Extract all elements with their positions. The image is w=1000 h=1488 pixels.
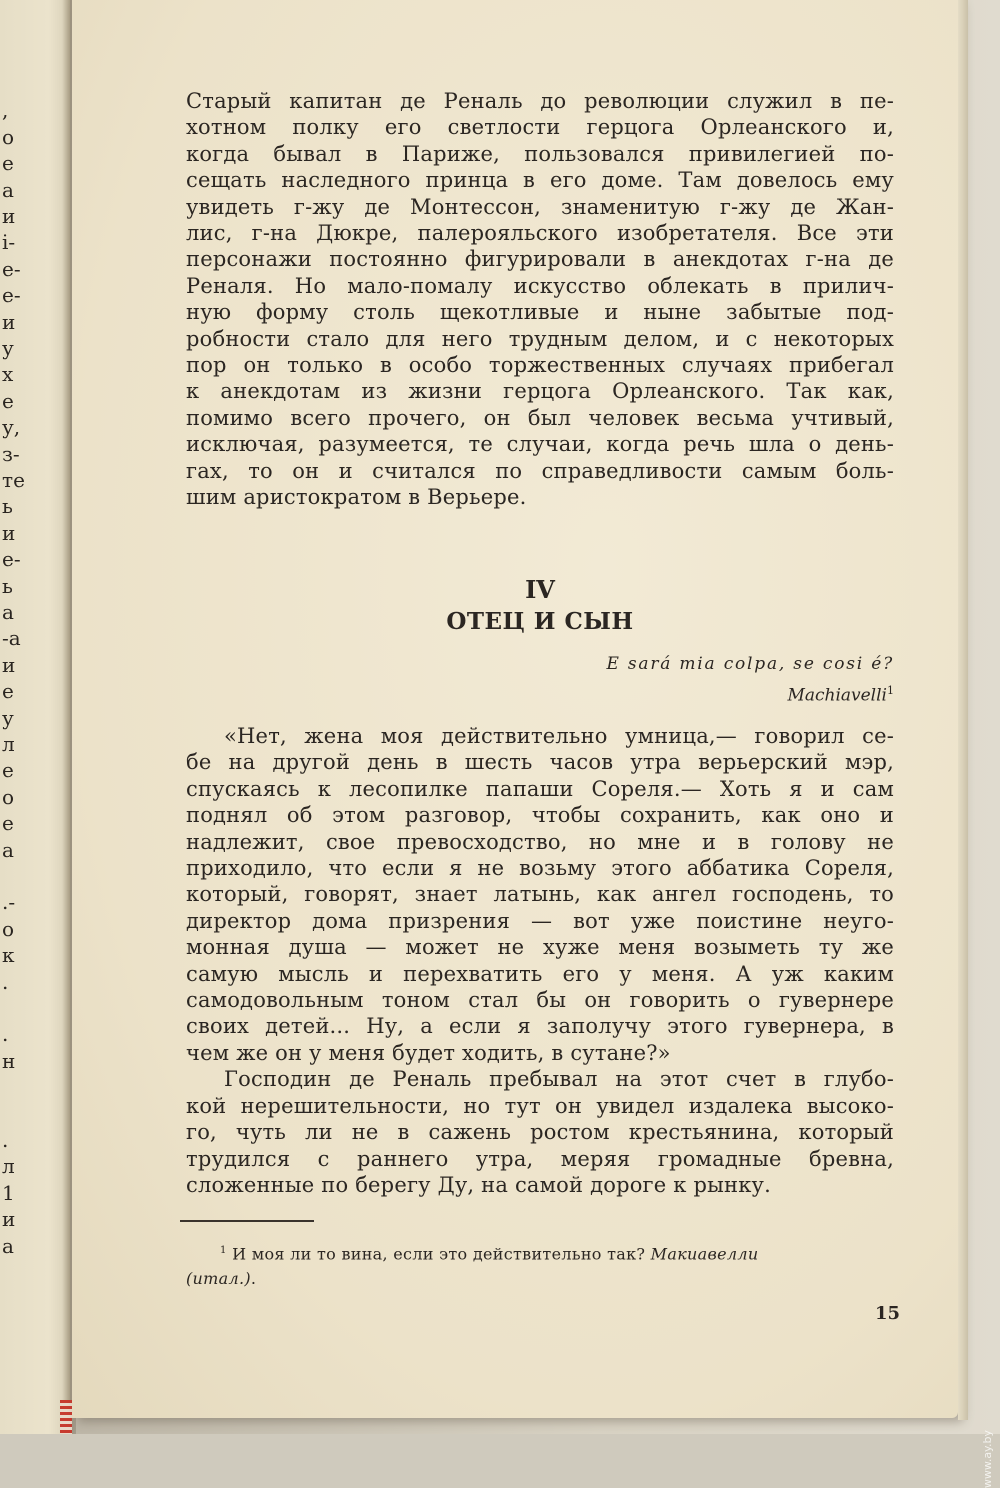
text-line: бе на другой день в шесть часов утра верьерский мэр, (186, 750, 894, 775)
text-line: чем же он у меня будет ходить, в сутане?» (186, 1040, 671, 1065)
margin-fragment: е (2, 388, 14, 413)
margin-fragment: а (2, 1233, 14, 1258)
margin-fragment: .- (2, 890, 16, 915)
text-line: исключая, разумеется, те случаи, когда речь шла о день- (186, 432, 894, 457)
margin-fragment: х (2, 362, 14, 387)
margin-fragment: у (2, 336, 14, 360)
text-line: «Нет, жена моя действительно умница,— говорил се- (224, 724, 894, 748)
text-line: когда бывал в Париже, пользовался привилегией по- (186, 141, 894, 166)
margin-fragment: и (2, 309, 16, 334)
margin-fragment: , (2, 98, 9, 123)
margin-fragment: к (2, 943, 15, 968)
margin-fragment: . (2, 1128, 9, 1152)
margin-fragment: у (2, 705, 14, 730)
epigraph-note-mark: 1 (887, 684, 894, 697)
text-line: хотном полку его светлости герцога Орлеанского и, (186, 115, 894, 140)
margin-fragment: и (2, 1207, 16, 1232)
margin-fragment: у, (2, 415, 21, 440)
footnote-line-2 (186, 1266, 894, 1291)
margin-fragment: е (2, 811, 14, 836)
chapter-title: ОТЕЦ И СЫН (446, 608, 634, 635)
margin-fragment: . (2, 1022, 9, 1047)
paragraph-top (186, 88, 894, 511)
margin-fragment: е- (2, 283, 21, 308)
text-line: Старый капитан де Реналь до революции служил в пе- (186, 89, 894, 113)
epigraph-author (606, 678, 894, 709)
page-edge (958, 0, 968, 1420)
text-line: надлежит, свое превосходство, но мне и в голову не (186, 829, 894, 854)
epigraph-author-name: Machiavelli (787, 685, 887, 706)
text-line: пор он только в особо торжественных случаях прибегал (186, 353, 894, 378)
text-line: Господин де Реналь пребывал на этот счет в глубо- (224, 1067, 894, 1092)
margin-fragment: н (2, 1048, 16, 1073)
footnote-mark: 1 (220, 1245, 227, 1256)
epigraph (606, 650, 894, 709)
text-line: своих детей... Ну, а если я заполучу этого гувернера, в (186, 1014, 894, 1039)
text-line: гах, то он и считался по справедливости самым боль- (186, 458, 894, 483)
margin-fragment: ь (2, 494, 13, 519)
margin-fragment: о (2, 916, 15, 941)
left-page-edge (0, 0, 70, 1434)
text-line: Реналя. Но мало-помалу искусство облекать в прилич- (186, 273, 894, 298)
text-line: который, говорят, знает латынь, как ангел господень, то (186, 882, 894, 907)
margin-fragment: е (2, 758, 14, 783)
margin-fragment: о (2, 784, 15, 809)
text-line: спускаясь к лесопилке папаши Сореля.— Хоть я и сам (186, 776, 894, 801)
margin-fragment: и (2, 520, 16, 545)
text-line: кой нерешительности, но тут он увидел издалека высоко- (186, 1093, 894, 1118)
margin-fragment: з- (2, 441, 20, 466)
text-line: робности стало для него трудным делом, и с некоторых (186, 326, 894, 351)
margin-fragment: е- (2, 256, 21, 281)
text-line: го, чуть ли не в сажень ростом крестьянина, который (186, 1120, 894, 1145)
footnote-line-1 (186, 1238, 894, 1266)
text-line: самодовольным тоном стал бы он говорить о гувернере (186, 988, 894, 1013)
margin-fragment: е (2, 679, 14, 704)
text-line: шим аристократом в Верьере. (186, 485, 527, 510)
text-line: сещать наследного принца в его доме. Там довелось ему (186, 168, 894, 193)
footnote-text: И моя ли то вина, если это действительно так? (232, 1244, 651, 1264)
margin-fragment: 1 (2, 1180, 15, 1205)
margin-fragment: е- (2, 547, 21, 572)
footnote-lang: (итал.) (186, 1269, 251, 1289)
footnote-rule (180, 1220, 314, 1222)
text-line: ную форму столь щекотливые и ныне забытые под- (186, 300, 894, 325)
margin-fragment: л (2, 732, 15, 756)
text-line: увидеть г-жу де Монтессон, знаменитую г-жу де Жан- (186, 194, 894, 219)
margin-fragment: о (2, 124, 15, 149)
text-line: приходило, что если я не возьму этого аббатика Сореля, (186, 856, 894, 881)
paragraph-main (186, 723, 894, 1198)
text-line: самую мысль и перехватить его у меня. А уж каким (186, 961, 894, 986)
margin-fragment: а (2, 177, 14, 202)
margin-fragment: и (2, 652, 16, 677)
text-line: к анекдотам из жизни герцога Орлеанского. Так как, (186, 379, 894, 404)
margin-fragment: ь (2, 573, 13, 598)
footnote (186, 1238, 894, 1291)
epigraph-quote: E sará mia colpa, se cosi é? (606, 654, 894, 674)
bookmark-ribbon (60, 1400, 72, 1434)
watermark: www.ay.by (981, 1430, 994, 1488)
margin-fragment: л (2, 1154, 15, 1179)
margin-fragment: а (2, 837, 14, 862)
text-line: персонажи постоянно фигурировали в анекдотах г-на де (186, 247, 894, 272)
text-line: поднял об этом разговор, чтобы сохранить, как оно и (186, 803, 894, 828)
text-line: сложенные по берегу Ду, на самой дороге к рынку. (186, 1172, 771, 1197)
chapter-number: IV (525, 575, 555, 604)
margin-fragment: те (2, 468, 25, 492)
margin-fragment: е (2, 151, 14, 176)
page-number: 15 (874, 1303, 900, 1324)
text-line: лис, г-на Дюкре, палерояльского изобретателя. Все эти (186, 221, 894, 246)
margin-fragment: . (2, 969, 9, 994)
margin-fragment: i- (2, 230, 16, 255)
text-line: трудился с раннего утра, меряя громадные бревна, (186, 1146, 894, 1171)
margin-fragment: и (2, 204, 16, 228)
text-line: монная душа — может не хуже меня возыметь ту же (186, 935, 894, 960)
margin-fragment: а (2, 600, 14, 624)
margin-fragment: -а (2, 626, 21, 651)
footnote-author: Макиавелли (650, 1244, 759, 1264)
footnote-end: . (250, 1269, 257, 1289)
text-line: помимо всего прочего, он был человек весьма учтивый, (186, 405, 894, 430)
text-line: директор дома призрения — вот уже поистине неуго- (186, 908, 894, 933)
